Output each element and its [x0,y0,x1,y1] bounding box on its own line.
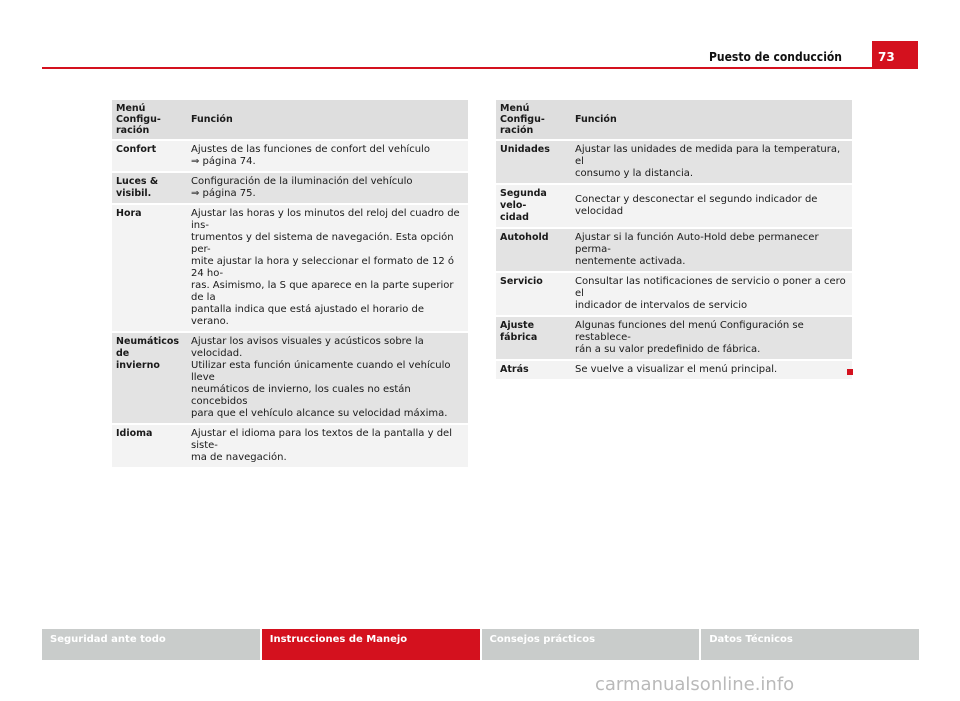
footer-tab-practical-tips[interactable]: Consejos prácticos [482,629,700,660]
menu-item-description: Configuración de la iluminación del vehículo ⇒ página 75. [187,173,468,203]
menu-item-description: Ajustar las horas y los minutos del reloj del cuadro de ins- trumentos y del sistema de navegación. Esta opción per- mite ajustar la hora y seleccionar el formato de 12 ó 24 ho- ras. Asimismo, la S que aparece en la parte superior de la pantalla indica que está ajustado el horario de verano. [187,205,468,331]
column-header-menu: Menú Configu- ración [496,100,571,139]
menu-item-description-container [571,361,852,379]
menu-item-name: Unidades [496,141,571,183]
menu-item-name: Autohold [496,229,571,271]
table-row [112,333,468,423]
menu-item-description: Conectar y desconectar el segundo indicador de velocidad [571,185,852,227]
footer-tab-technical-data[interactable]: Datos Técnicos [701,629,919,660]
menu-item-name: Confort [112,141,187,171]
watermark-text: carmanualsonline.info [595,674,795,695]
column-header-function: Función [571,100,852,139]
table-row [112,173,468,203]
column-header-menu: Menú Configu- ración [112,100,187,139]
menu-item-description: Ajustar si la función Auto-Hold debe permanecer perma- nentemente activada. [571,229,852,271]
table-row [496,229,852,271]
table-row [112,205,468,331]
settings-menu-table-right [496,98,852,381]
table-row [496,185,852,227]
menu-item-description: Consultar las notificaciones de servicio o poner a cero el indicador de intervalos de servicio [571,273,852,315]
menu-item-name: Luces & visibil. [112,173,187,203]
table-row [112,425,468,467]
menu-item-description: Ajustes de las funciones de confort del vehículo ⇒ página 74. [187,141,468,171]
menu-item-description: Algunas funciones del menú Configuración se restablece- rán a su valor predefinido de fábrica. [571,317,852,359]
menu-item-name: Atrás [496,361,571,379]
table-row [112,141,468,171]
table-row [496,273,852,315]
footer-tab-operating-instructions[interactable]: Instrucciones de Manejo [262,629,480,660]
footer-navigation [42,629,919,660]
menu-item-name: Segunda velo- cidad [496,185,571,227]
page-section-title: Puesto de conducción [708,50,842,64]
menu-item-description: Se vuelve a visualizar el menú principal. [575,364,778,375]
settings-menu-table-left [112,98,468,469]
menu-item-name: Hora [112,205,187,331]
column-header-function: Función [187,100,468,139]
menu-item-name: Neumáticos de invierno [112,333,187,423]
menu-item-description: Ajustar el idioma para los textos de la pantalla y del siste- ma de navegación. [187,425,468,467]
page-number-badge: 73 [872,41,918,69]
table-row [496,361,852,379]
menu-item-name: Servicio [496,273,571,315]
menu-item-description: Ajustar las unidades de medida para la temperatura, el consumo y la distancia. [571,141,852,183]
menu-item-name: Ajuste fábrica [496,317,571,359]
footer-tab-safety[interactable]: Seguridad ante todo [42,629,260,660]
menu-item-description: Ajustar los avisos visuales y acústicos sobre la velocidad. Utilizar esta función únicamente cuando el vehículo lleve neumáticos de invierno, los cuales no están concebidos para que el vehículo alcance su velocidad máxima. [187,333,468,423]
table-row [496,141,852,183]
table-row [496,317,852,359]
menu-item-name: Idioma [112,425,187,467]
header-divider [42,67,872,69]
section-end-marker-icon [847,369,853,375]
